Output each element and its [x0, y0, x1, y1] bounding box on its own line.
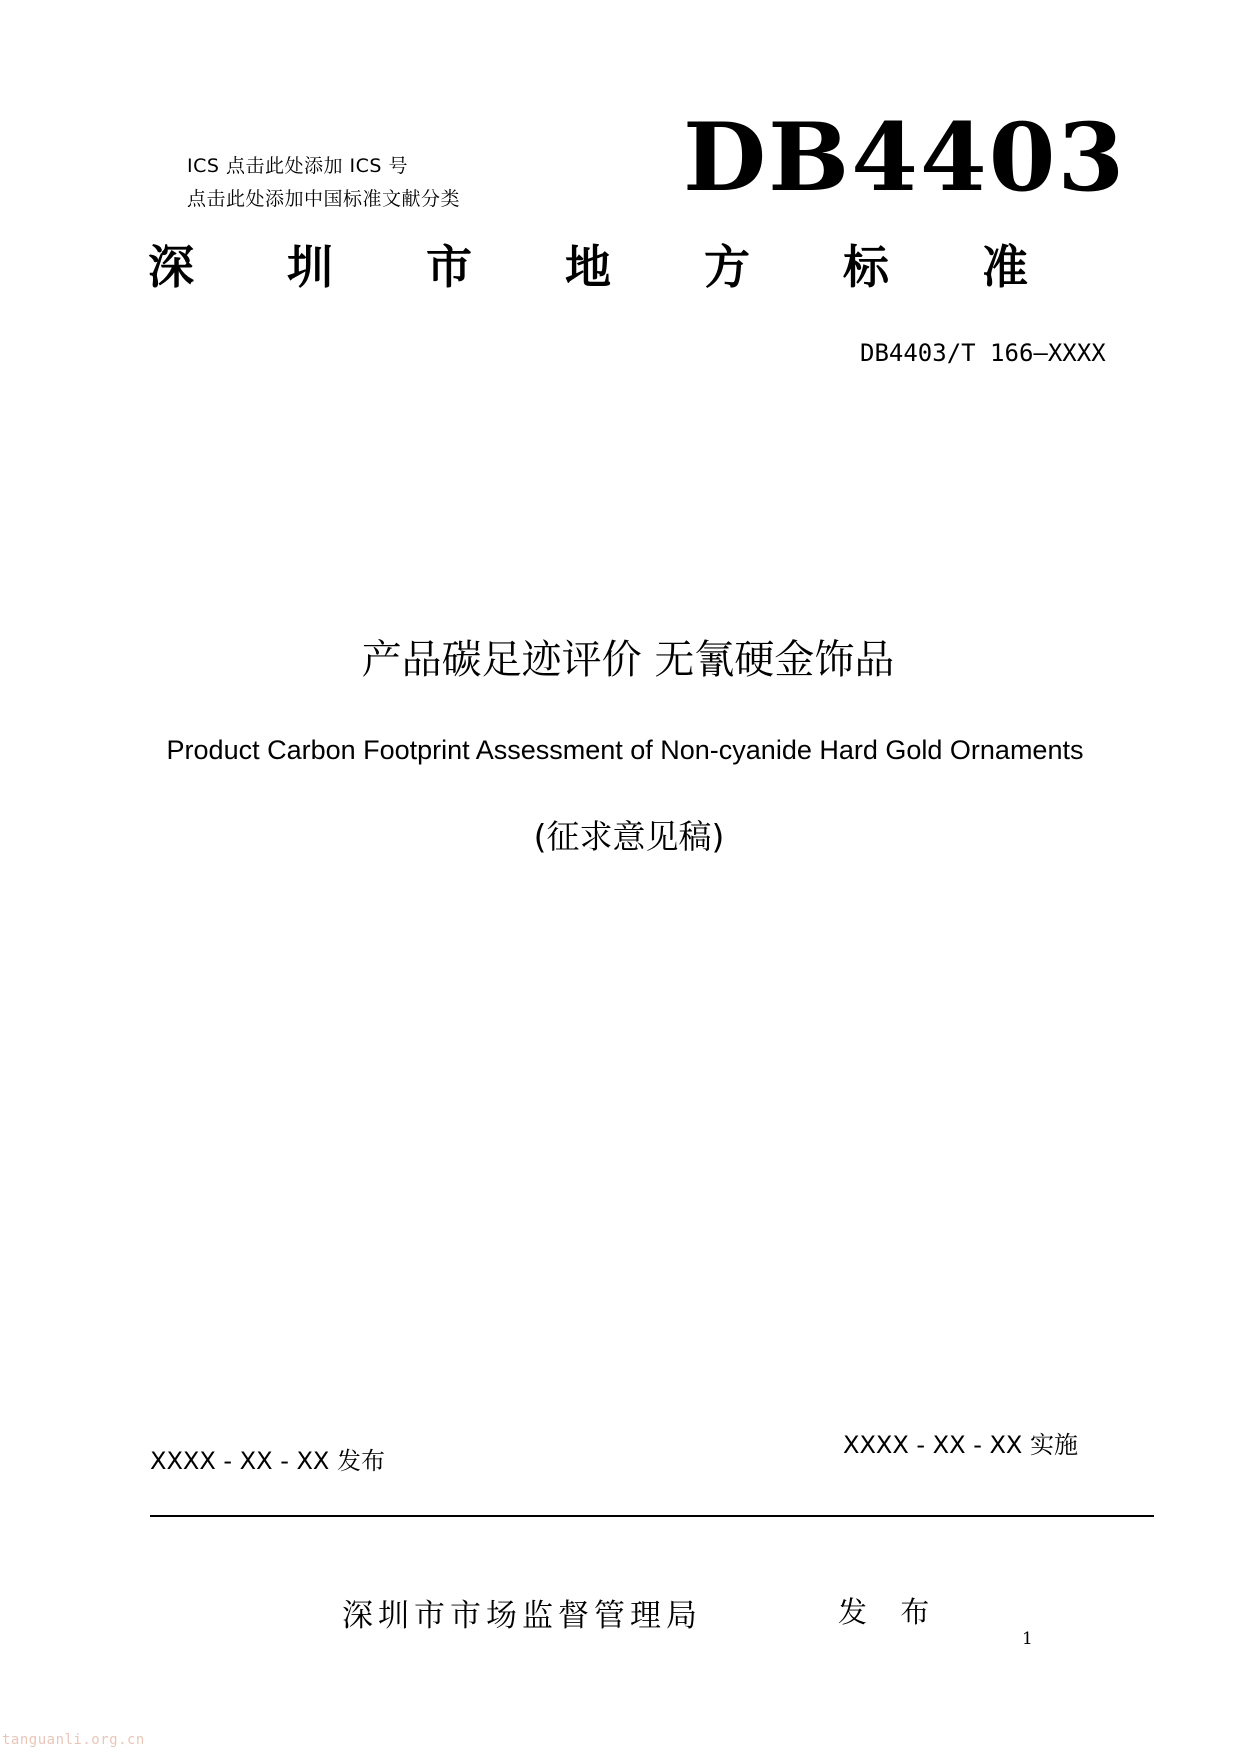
standard-type-char: 圳 — [287, 240, 333, 294]
document-code-large: DB4403 — [683, 103, 1127, 213]
standard-number: DB4403/T 166—XXXX — [860, 339, 1106, 367]
standard-type-char: 地 — [565, 240, 611, 294]
issue-label: 发 布 — [838, 1595, 942, 1629]
standard-type-char: 标 — [843, 240, 889, 294]
standard-type-heading — [148, 240, 1028, 294]
implementation-date: XXXX - XX - XX 实施 — [843, 1431, 1078, 1459]
standard-type-char: 方 — [704, 240, 750, 294]
standard-type-char: 深 — [148, 240, 194, 294]
draft-status: (征求意见稿) — [533, 817, 725, 856]
standard-type-char: 准 — [982, 240, 1028, 294]
publish-date: XXXX - XX - XX 发布 — [150, 1447, 385, 1475]
document-title-chinese: 产品碳足迹评价 无氰硬金饰品 — [361, 637, 895, 683]
ccs-classification-placeholder: 点击此处添加中国标准文献分类 — [187, 188, 461, 210]
footer-divider — [150, 1515, 1154, 1517]
document-title-english: Product Carbon Footprint Assessment of Non-cyanide Hard Gold Ornaments — [166, 735, 1084, 765]
standard-type-char: 市 — [426, 240, 472, 294]
issuing-authority: 深圳市市场监督管理局 — [342, 1598, 702, 1634]
page-number: 1 — [1022, 1629, 1033, 1649]
ics-number-placeholder: ICS 点击此处添加 ICS 号 — [187, 155, 408, 177]
watermark: tanguanli.org.cn — [2, 1732, 145, 1748]
